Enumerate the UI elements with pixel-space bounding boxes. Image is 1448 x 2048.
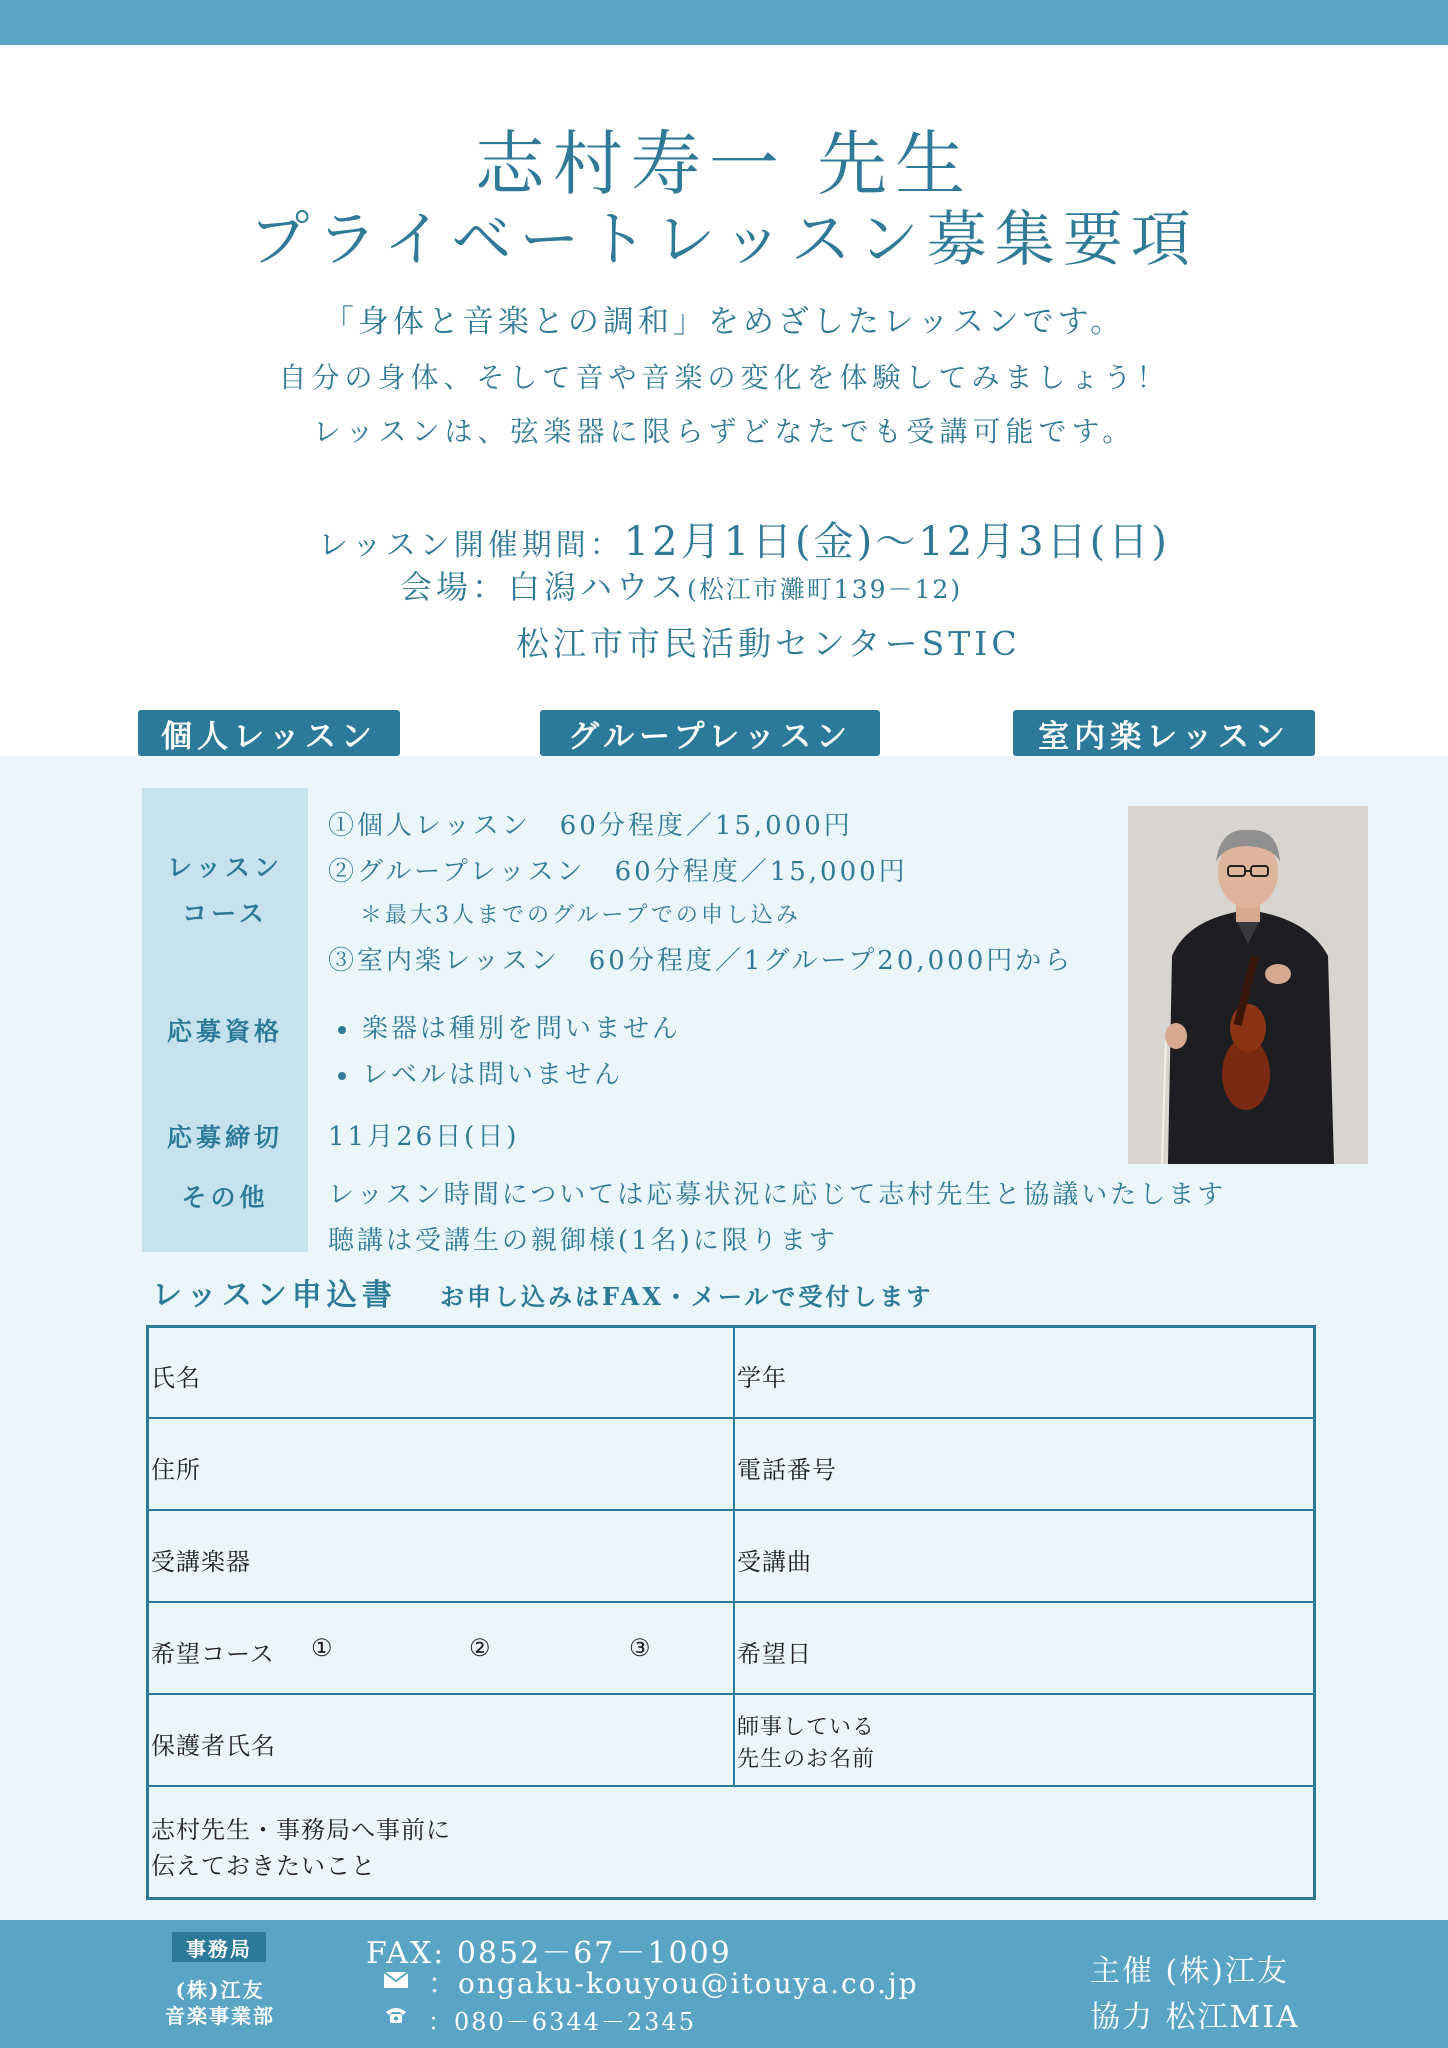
period-value: 12月1日(金)～12月3日(日) [623, 519, 1170, 565]
form-title: レッスン申込書 [152, 1278, 397, 1313]
footer-support: 協力 松江MIA [1090, 2000, 1300, 2035]
intro-line-1: 「身体と音楽との調和」をめざしたレッスンです。 [322, 304, 1126, 340]
footer-tel: ：080－6344－2345 [428, 2008, 696, 2036]
form-course-option-3: ③ [629, 1634, 652, 1662]
office-dept-2: 音楽事業部 [165, 2004, 275, 2028]
venue-2: 松江市市民活動センターSTIC [516, 624, 1021, 663]
mail-icon [384, 1972, 408, 1988]
form-course-option-2: ② [469, 1634, 492, 1662]
other-label: その他 [181, 1183, 269, 1212]
teacher-photo [1128, 806, 1368, 1164]
form-teacher-label-1: 師事している [737, 1715, 876, 1740]
form-teacher-label-2: 先生のお名前 [737, 1747, 876, 1772]
form-address-label: 住所 [151, 1456, 201, 1484]
other-2: 聴講は受講生の親御様(1名)に限ります [328, 1226, 838, 1256]
form-row-divider [149, 1693, 1313, 1695]
bullet-icon [338, 1072, 346, 1080]
course-1: ①個人レッスン 60分程度／15,000円 [328, 811, 853, 841]
lesson-type-group: グループレッスン [540, 710, 880, 756]
eligibility-1: 楽器は種別を問いません [338, 1008, 681, 1045]
venue-address: (松江市灘町139－12) [687, 575, 963, 604]
period-label: レッスン開催期間： [318, 528, 624, 563]
course-label-2: コース [182, 899, 268, 928]
venue [400, 562, 962, 608]
deadline-label: 応募締切 [166, 1123, 283, 1152]
form-course-option-1: ① [311, 1634, 334, 1662]
course-label-1: レッスン [167, 853, 283, 882]
form-guardian-label: 保護者氏名 [151, 1732, 276, 1760]
deadline-value: 11月26日(日) [328, 1122, 520, 1152]
form-name-label: 氏名 [151, 1364, 201, 1392]
top-bar [0, 0, 1448, 45]
page-subtitle: プライベートレッスン募集要項 [249, 205, 1199, 275]
eligibility-label: 応募資格 [166, 1017, 283, 1046]
form-phone-label: 電話番号 [737, 1456, 837, 1484]
office-badge: 事務局 [172, 1932, 266, 1962]
form-row-divider [149, 1417, 1313, 1419]
intro-line-3: レッスンは、弦楽器に限らずどなたでも受講可能です。 [312, 415, 1136, 448]
application-form [146, 1325, 1316, 1900]
footer-email: ：ongaku-kouyou@itouya.co.jp [428, 1967, 919, 2000]
phone-icon [384, 2006, 408, 2024]
form-row-divider [149, 1785, 1313, 1787]
lesson-type-chamber: 室内楽レッスン [1013, 710, 1315, 756]
form-message-label-1: 志村先生・事務局へ事前に [151, 1816, 451, 1844]
form-instrument-label: 受講楽器 [151, 1548, 251, 1576]
eligibility-2: レベルは問いません [338, 1054, 623, 1091]
form-grade-label: 学年 [737, 1364, 787, 1392]
lesson-type-individual: 個人レッスン [138, 710, 400, 756]
teacher-with-violin-image [1128, 806, 1368, 1164]
course-2: ②グループレッスン 60分程度／15,000円 [328, 857, 908, 887]
form-course-label: 希望コース [151, 1640, 275, 1668]
other-1: レッスン時間については応募状況に応じて志村先生と協議いたします [328, 1180, 1227, 1210]
form-row-divider [149, 1509, 1313, 1511]
form-column-divider [733, 1328, 735, 1786]
footer-host: 主催 (株)江友 [1090, 1954, 1289, 1989]
office-dept-1: (株)江友 [175, 1978, 265, 2002]
footer-fax: FAX: 0852－67－1009 [366, 1936, 732, 1971]
lesson-period [318, 510, 1170, 567]
venue-label: 会場：白潟ハウス [400, 568, 688, 606]
course-2-note: ＊最大3人までのグループでの申し込み [360, 903, 801, 928]
form-note: お申し込みはFAX・メールで受付します [440, 1282, 934, 1311]
course-3: ③室内楽レッスン 60分程度／1グループ20,000円から [328, 946, 1074, 976]
form-date-label: 希望日 [737, 1640, 812, 1668]
form-row-divider [149, 1601, 1313, 1603]
bullet-icon [338, 1026, 346, 1034]
form-message-label-2: 伝えておきたいこと [151, 1852, 376, 1880]
form-piece-label: 受講曲 [737, 1548, 812, 1576]
intro-line-2: 自分の身体、そして音や音楽の変化を体験してみましょう！ [278, 361, 1170, 394]
page-title: 志村寿一 先生 [474, 123, 974, 205]
